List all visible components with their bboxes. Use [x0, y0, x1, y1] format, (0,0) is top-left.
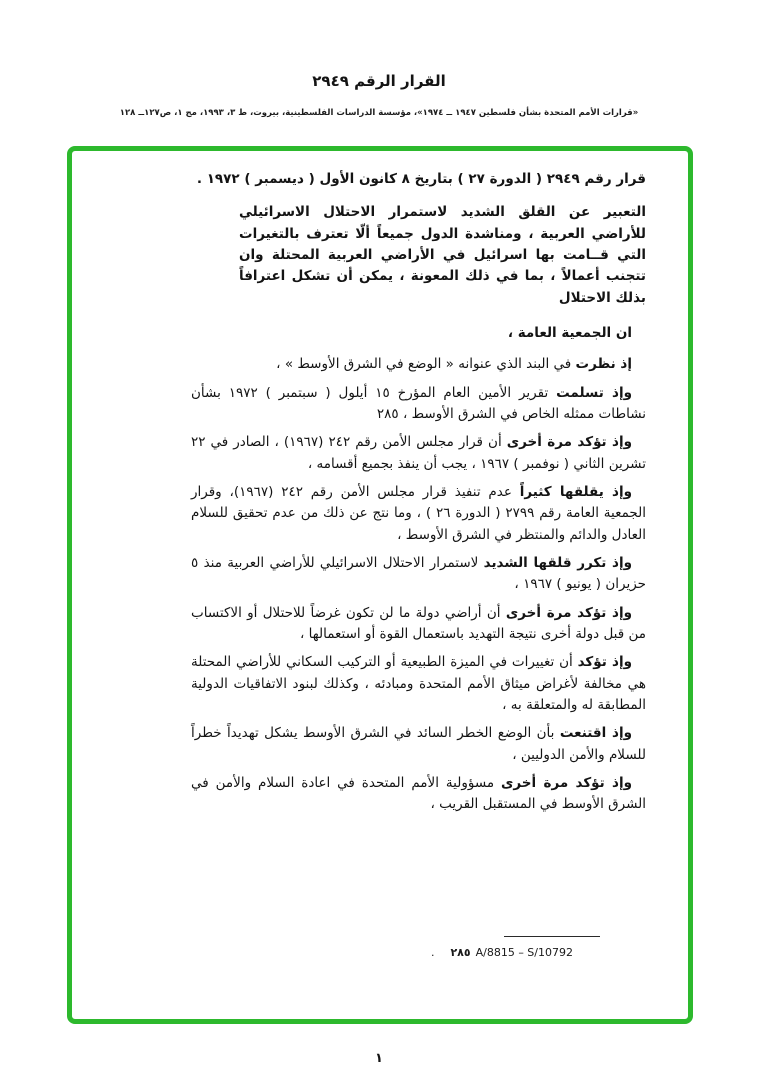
paragraph [191, 323, 646, 344]
paragraph-lead: وإذ تؤكد مرة أخرى [506, 434, 632, 451]
paragraph [191, 383, 646, 426]
paragraph [191, 354, 646, 375]
footnote-symbols: A/8815 – S/10792 [475, 946, 573, 959]
paragraph-text: مسؤولية الأمم المتحدة في اعادة السلام والأمن في الشرق الأوسط في المستقبل القريب ، [191, 774, 646, 813]
paragraph [191, 652, 646, 716]
paragraph-lead: وإذ اقتنعت [559, 725, 633, 742]
paragraph-lead: وإذ تكرر قلقها الشديد [483, 554, 632, 571]
paragraph [191, 482, 646, 546]
paragraph-lead: وإذ تؤكد مرة أخرى [505, 604, 632, 621]
footnote-marker: ٢٨٥ [450, 946, 471, 959]
resolution-intro: قرار رقم ٢٩٤٩ ( الدورة ٢٧ ) بتاريخ ٨ كانون الأول ( ديسمبر ) ١٩٧٢ . [196, 171, 646, 187]
paragraph [191, 432, 646, 475]
paragraph-text: تقرير الأمين العام المؤرخ ١٥ أيلول ( سبتمبر ) ١٩٧٢ بشأن نشاطات ممثله الخاص في الشرق الأوسط ، ٢٨٥ [191, 384, 646, 422]
footnote-divider [504, 936, 600, 937]
paragraph [191, 773, 646, 816]
paragraph-text: في البند الذي عنوانه « الوضع في الشرق الأوسط » ، [276, 356, 576, 373]
paragraph-text: أن أراضي دولة ما لن تكون غرضاً للاحتلال أو الاكتساب من قبل دولة أخرى نتيجة التهديد باستعمال القوة أو استعمالها ، [191, 604, 646, 642]
paragraph-lead: وإذ تسلمت [556, 384, 632, 401]
paragraph [191, 603, 646, 646]
paragraph-text: لاستمرار الاحتلال الاسرائيلي للأراضي العربية منذ ٥ حزيران ( يونيو ) ١٩٦٧ ، [191, 554, 646, 593]
paragraph-lead: وإذ تؤكد مرة أخرى [501, 774, 632, 791]
document-frame [67, 146, 693, 1024]
paragraph [191, 553, 646, 596]
page-title: القرار الرقم ٢٩٤٩ [312, 72, 446, 90]
paragraph [191, 723, 646, 766]
paragraph-lead: وإذ يقلقها كثيراً [519, 483, 632, 500]
page-number: ١ [375, 1051, 383, 1066]
paragraph-lead: وإذ تؤكد [577, 654, 632, 671]
paragraph-text: أن قرار مجلس الأمن رقم ٢٤٢ (١٩٦٧) ، الصادر في ٢٢ تشرين الثاني ( نوفمبر ) ١٩٦٧ ، يجب أن ينفذ بجميع أقسامه ، [191, 434, 646, 472]
paragraph-lead: إذ نظرت [575, 356, 632, 373]
document-body [191, 169, 646, 823]
footnote [431, 946, 573, 959]
footnote-period: . [430, 946, 435, 959]
source-citation: «قرارات الأمم المتحدة بشأن فلسطين ١٩٤٧ ــ ١٩٧٤»، مؤسسة الدراسات الفلسطينية، بيروت، ط ٣، ١٩٩٣، مج ١، ص١٢٧ــ ١٢٨ [119, 108, 639, 118]
paragraph-text: أن تغييرات في الميزة الطبيعية أو التركيب السكاني للأراضي المحتلة هي مخالفة لأغراض ميثاق الأمم المتحدة ومبادئه ، وكذلك لبنود الاتفاقيات الدولية المطابقة له والمتعلقة به ، [191, 654, 646, 713]
paragraph-text: بأن الوضع الخطر السائد في الشرق الأوسط يشكل تهديداً خطراً للسلام والأمن الدوليين ، [191, 725, 646, 763]
paragraph-text: عدم تنفيذ قرار مجلس الأمن رقم ٢٤٢ (١٩٦٧)، وقرار الجمعية العامة رقم ٢٧٩٩ ( الدورة ٢٦ ) ، وما نتج عن ذلك من عدم تحقيق للسلام العادل والدائم والمنتظر في الشرق الأوسط ، [191, 483, 647, 543]
paragraph-lead: ان الجمعية العامة ، [507, 324, 632, 341]
resolution-heading: التعبير عن القلق الشديد لاستمرار الاحتلال الاسرائيلي للأراضي العربية ، ومناشدة الدول جميعاً ألّا تعترف بالتغيرات التي قــامت بها اسرائيل في الأراضي العربية المحتلة وان تتجنب أعمالاً ، بما في ذلك المعونة ، يمكن أن تشكل اعترافاً بذلك الاحتلال [239, 204, 646, 306]
